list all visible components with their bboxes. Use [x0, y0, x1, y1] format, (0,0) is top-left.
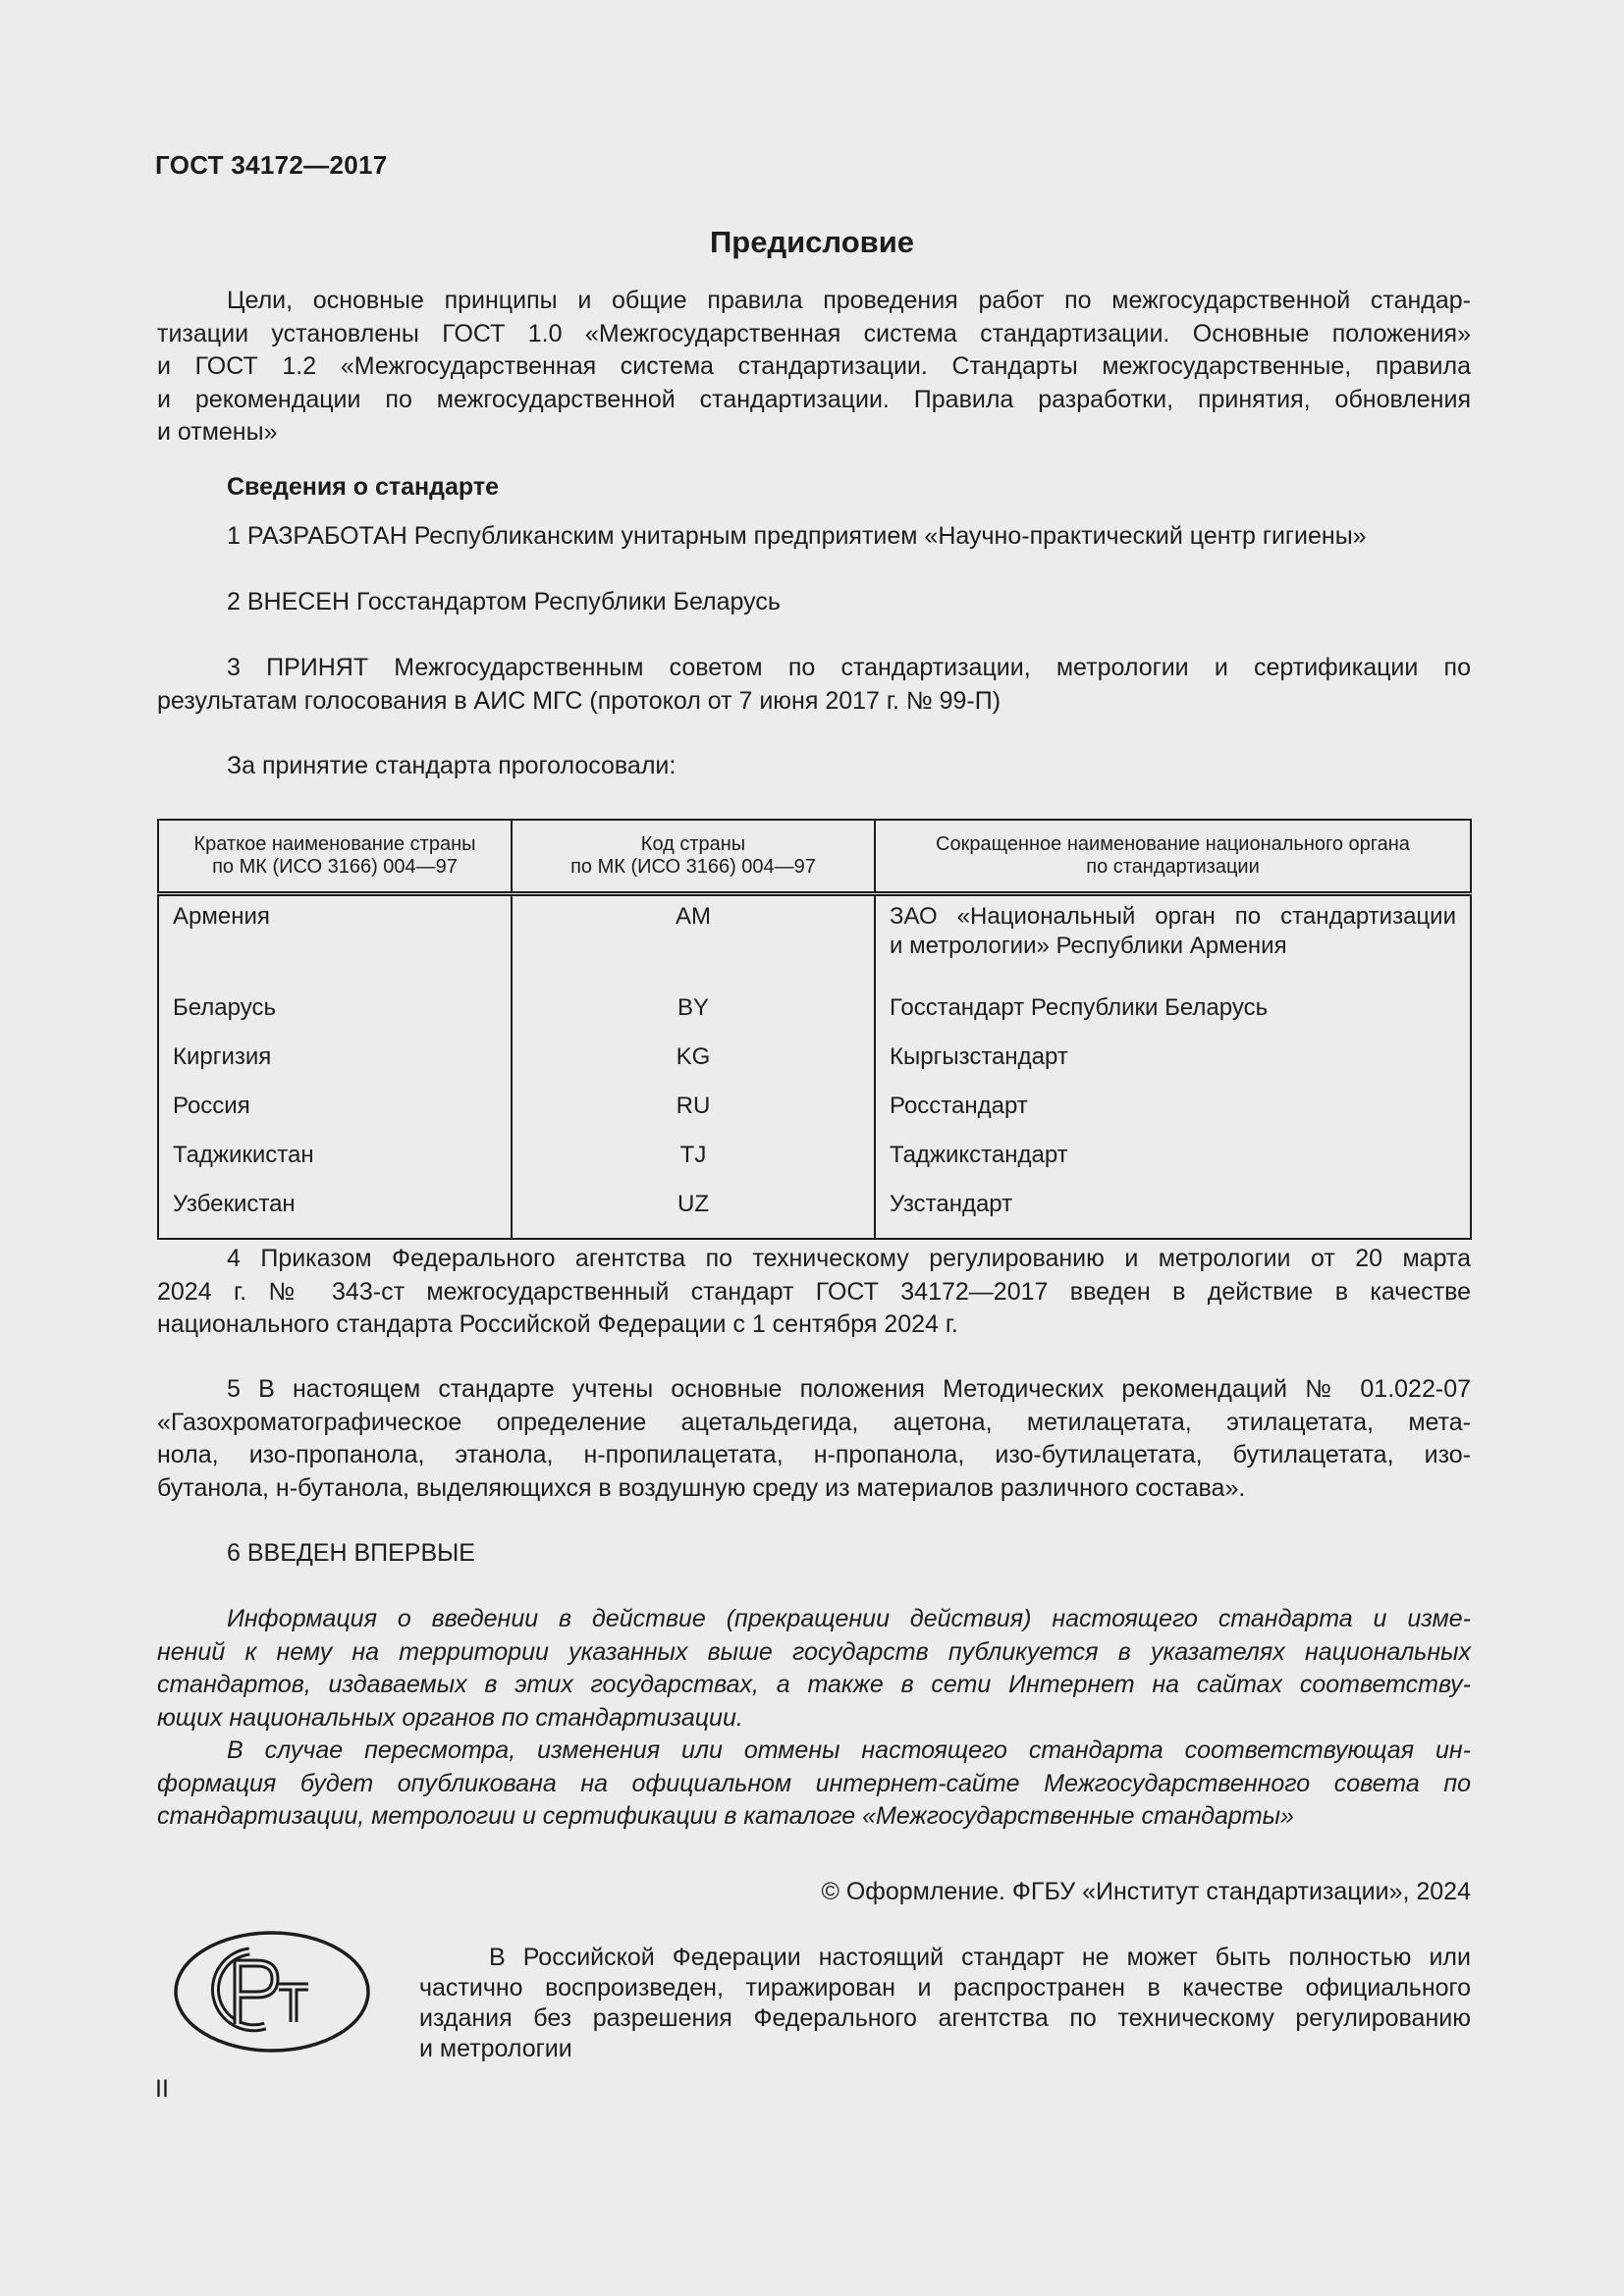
- body-cell: Узстандарт: [875, 1190, 1471, 1239]
- body-cell: Госстандарт Республики Беларусь: [875, 993, 1471, 1042]
- info-heading: Сведения о стандарте: [227, 473, 500, 501]
- text-line: Информация о введении в действие (прекращении действия) настоящего стандарта и изме-: [227, 1605, 1471, 1632]
- text-line: В случае пересмотра, изменения или отмены настоящего стандарта соответствующая ин-: [227, 1736, 1471, 1764]
- text-line: 5 В настоящем стандарте учтены основные положения Методических рекомендаций № 01.022-07: [227, 1375, 1471, 1403]
- country-cell: Россия: [158, 1092, 512, 1141]
- text-line: В Российской Федерации настоящий стандарт не может быть полностью или: [489, 1944, 1471, 1971]
- text-line: и отмены»: [157, 418, 278, 446]
- table-row: [158, 894, 1471, 993]
- table-row: [158, 1190, 1471, 1239]
- text-line: стандартов, издаваемых в этих государствах, а также в сети Интернет на сайтах соответству-: [157, 1671, 1471, 1698]
- text-line: и метрологии: [419, 2035, 572, 2062]
- country-cell: Таджикистан: [158, 1141, 512, 1190]
- code-cell: TJ: [512, 1141, 875, 1190]
- item-3: [157, 652, 1471, 718]
- info-italic-paragraph: [157, 1603, 1471, 1834]
- country-cell: Беларусь: [158, 993, 512, 1042]
- table-row: [158, 1092, 1471, 1141]
- text-line: ющих национальных органов по стандартизации.: [157, 1703, 743, 1732]
- document-header: ГОСТ 34172—2017: [155, 150, 388, 180]
- text-line: 2024 г. № 343-ст межгосударственный стандарт ГОСТ 34172—2017 введен в действие в качестве: [157, 1277, 1471, 1306]
- rst-logo-icon: [173, 1930, 371, 2054]
- copyright-line: © Оформление. ФГБУ «Институт стандартизации», 2024: [821, 1878, 1471, 1905]
- text-line: нений к нему на территории указанных выше государств публикуется в указателях национальных: [157, 1637, 1471, 1666]
- text-line: стандартизации, метрологии и сертификации в каталоге «Межгосударственные стандарты»: [157, 1802, 1294, 1830]
- text-line: нола, изо-пропанола, этанола, н-пропилацетата, н-пропанола, изо-бутилацетата, бутилацетата, изо-: [157, 1441, 1471, 1468]
- text-line: 4 Приказом Федерального агентства по техническому регулированию и метрологии от 20 марта: [227, 1245, 1471, 1272]
- item-5: [157, 1373, 1471, 1505]
- body-cell: Кыргызстандарт: [875, 1042, 1471, 1092]
- country-cell: Киргизия: [158, 1042, 512, 1092]
- code-cell: RU: [512, 1092, 875, 1141]
- text-line: результатам голосования в АИС МГС (протокол от 7 июня 2017 г. № 99-П): [157, 686, 1001, 715]
- text-line: 3 ПРИНЯТ Межгосударственным советом по стандартизации, метрологии и сертификации по: [227, 654, 1471, 681]
- text-line: «Газохроматографическое определение ацетальдегида, ацетона, метилацетата, этилацетата, мета-: [157, 1408, 1471, 1436]
- copyright-notice: [419, 1943, 1471, 2064]
- country-cell: Узбекистан: [158, 1190, 512, 1239]
- table-row: [158, 1042, 1471, 1092]
- intro-paragraph: [157, 285, 1471, 450]
- code-cell: UZ: [512, 1190, 875, 1239]
- body-cell: Таджикстандарт: [875, 1141, 1471, 1190]
- page-number: II: [155, 2075, 169, 2103]
- countries-table: [157, 819, 1472, 1240]
- page-title: Предисловие: [709, 225, 914, 259]
- item-1: 1 РАЗРАБОТАН Республиканским унитарным предприятием «Научно-практический центр гигиены»: [227, 522, 1367, 550]
- text-line: бутанола, н-бутанола, выделяющихся в воздушную среду из материалов различного состава».: [157, 1473, 1246, 1502]
- body-cell: Росстандарт: [875, 1092, 1471, 1141]
- code-cell: KG: [512, 1042, 875, 1092]
- code-cell: AM: [512, 894, 875, 993]
- text-line: тизации установлены ГОСТ 1.0 «Межгосударственная система стандартизации. Основные положения»: [157, 319, 1471, 347]
- voted-label: За принятие стандарта проголосовали:: [227, 752, 677, 779]
- body-cell: ЗАО «Национальный орган по стандартизации и метрологии» Республики Армения: [875, 894, 1471, 993]
- item-4: [157, 1243, 1471, 1342]
- table-row: [158, 1141, 1471, 1190]
- table-row: [158, 993, 1471, 1042]
- text-line: и ГОСТ 1.2 «Межгосударственная система стандартизации. Стандарты межгосударственные, правила: [157, 352, 1471, 380]
- text-line: Цели, основные принципы и общие правила проведения работ по межгосударственной стандар-: [227, 287, 1471, 314]
- item-6: 6 ВВЕДЕН ВПЕРВЫЕ: [227, 1539, 475, 1567]
- text-line: частично воспроизведен, тиражирован и распространен в качестве официального: [419, 1974, 1471, 2002]
- text-line: издания без разрешения Федерального агентства по техническому регулированию: [419, 2004, 1471, 2032]
- code-cell: BY: [512, 993, 875, 1042]
- column-header-body: Сокращенное наименование национального органа по стандартизации: [875, 820, 1471, 894]
- column-header-code: Код страны по МК (ИСО 3166) 004—97: [512, 820, 875, 894]
- text-line: национального стандарта Российской Федерации с 1 сентября 2024 г.: [157, 1310, 958, 1338]
- table-header-row: [158, 820, 1471, 894]
- item-2: 2 ВНЕСЕН Госстандартом Республики Беларусь: [227, 588, 781, 615]
- text-line: формация будет опубликована на официальном интернет-сайте Межгосударственного совета по: [157, 1769, 1471, 1797]
- country-cell: Армения: [158, 894, 512, 993]
- column-header-country: Краткое наименование страны по МК (ИСО 3166) 004—97: [158, 820, 512, 894]
- text-line: и рекомендации по межгосударственной стандартизации. Правила разработки, принятия, обновления: [157, 385, 1471, 413]
